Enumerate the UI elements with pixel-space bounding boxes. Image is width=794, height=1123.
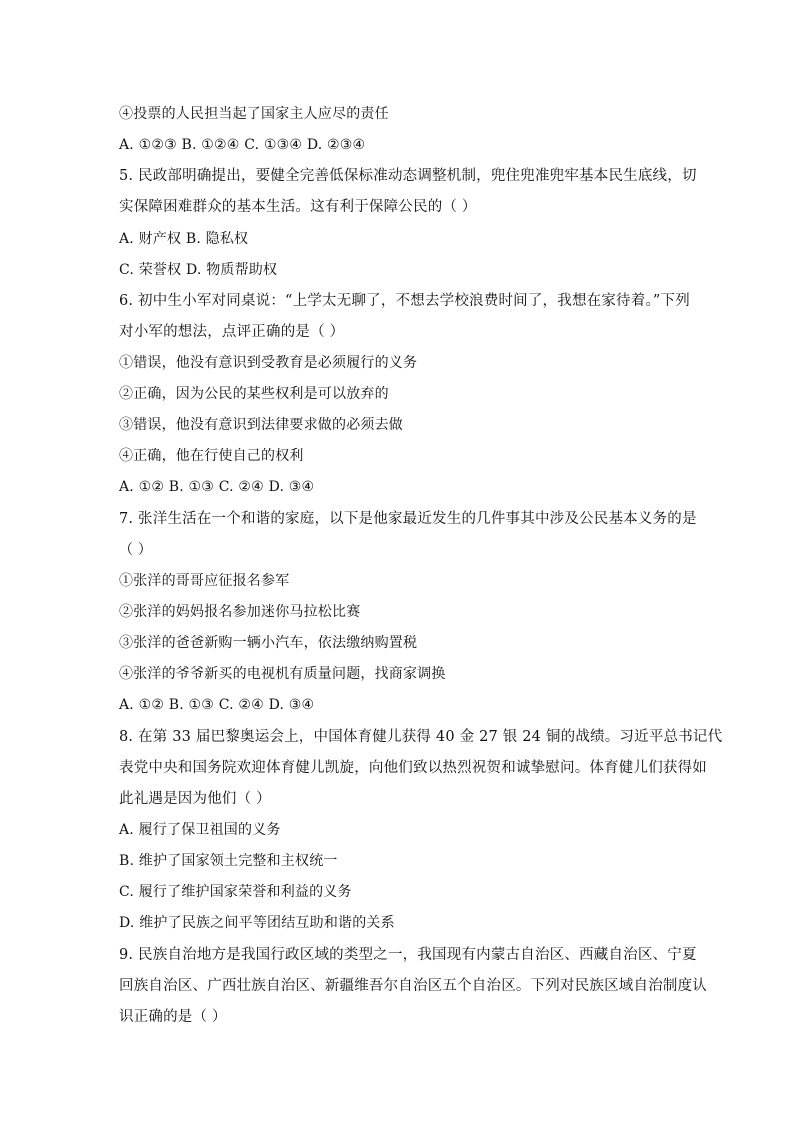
q6-stem-line1: 6. 初中生小军对同桌说：“上学太无聊了，不想去学校浪费时间了，我想在家待着。”下列 — [119, 293, 690, 309]
q8-option-b: B. 维护了国家领土完整和主权统一 — [119, 853, 338, 869]
q8-option-c: C. 履行了维护国家荣誉和利益的义务 — [119, 884, 352, 900]
q9-stem-line2: 回族自治区、广西壮族自治区、新疆维吾尔自治区五个自治区。下列对民族区域自治制度认 — [119, 978, 707, 994]
q8-stem-line2: 表党中央和国务院欢迎体育健儿凯旋，向他们致以热烈祝贺和诚挚慰问。体育健儿们获得如 — [119, 760, 707, 776]
q7-options: A. ①② B. ①③ C. ②④ D. ③④ — [119, 697, 315, 713]
q6-options: A. ①② B. ①③ C. ②④ D. ③④ — [119, 479, 315, 495]
q5-options-cd: C. 荣誉权 D. 物质帮助权 — [119, 262, 278, 278]
q6-statement-1: ①错误，他没有意识到受教育是必须履行的义务 — [119, 355, 418, 371]
q8-stem-line3: 此礼遇是因为他们（ ） — [119, 791, 271, 807]
q6-statement-2: ②正确，因为公民的某些权利是可以放弃的 — [119, 386, 389, 402]
q5-stem-line1: 5. 民政部明确提出，要健全完善低保标准动态调整机制，兜住兜准兜牢基本民生底线，切 — [119, 168, 697, 184]
q5-options-ab: A. 财产权 B. 隐私权 — [119, 231, 249, 247]
q7-statement-3: ③张洋的爸爸新购一辆小汽车，依法缴纳购置税 — [119, 635, 418, 651]
q5-stem-line2: 实保障困难群众的基本生活。这有利于保障公民的（ ） — [119, 199, 477, 215]
q7-statement-2: ②张洋的妈妈报名参加迷你马拉松比赛 — [119, 604, 361, 620]
q9-stem-line3: 识正确的是（ ） — [119, 1009, 227, 1025]
q6-statement-3: ③错误，他没有意识到法律要求做的必须去做 — [119, 417, 403, 433]
q8-option-a: A. 履行了保卫祖国的义务 — [119, 822, 281, 838]
q8-option-d: D. 维护了民族之间平等团结互助和谐的关系 — [119, 915, 395, 931]
q8-stem-line1: 8. 在第 33 届巴黎奥运会上，中国体育健儿获得 40 金 27 银 24 铜的战绩。习近平总书记代 — [119, 729, 723, 745]
q6-statement-4: ④正确，他在行使自己的权利 — [119, 448, 304, 464]
q7-stem-line1: 7. 张洋生活在一个和谐的家庭，以下是他家最近发生的几件事其中涉及公民基本义务的是 — [119, 511, 697, 527]
item-4-statement: ④投票的人民担当起了国家主人应尽的责任 — [119, 106, 389, 122]
q7-statement-4: ④张洋的爷爷新买的电视机有质量问题，找商家调换 — [119, 666, 446, 682]
q9-stem-line1: 9. 民族自治地方是我国行政区域的类型之一，我国现有内蒙古自治区、西藏自治区、宁夏 — [119, 947, 697, 963]
q7-statement-1: ①张洋的哥哥应征报名参军 — [119, 573, 290, 589]
q6-stem-line2: 对小军的想法，点评正确的是（ ） — [119, 324, 345, 340]
q7-stem-line2: （ ） — [119, 542, 153, 558]
q4-options: A. ①②③ B. ①②④ C. ①③④ D. ②③④ — [119, 137, 366, 153]
